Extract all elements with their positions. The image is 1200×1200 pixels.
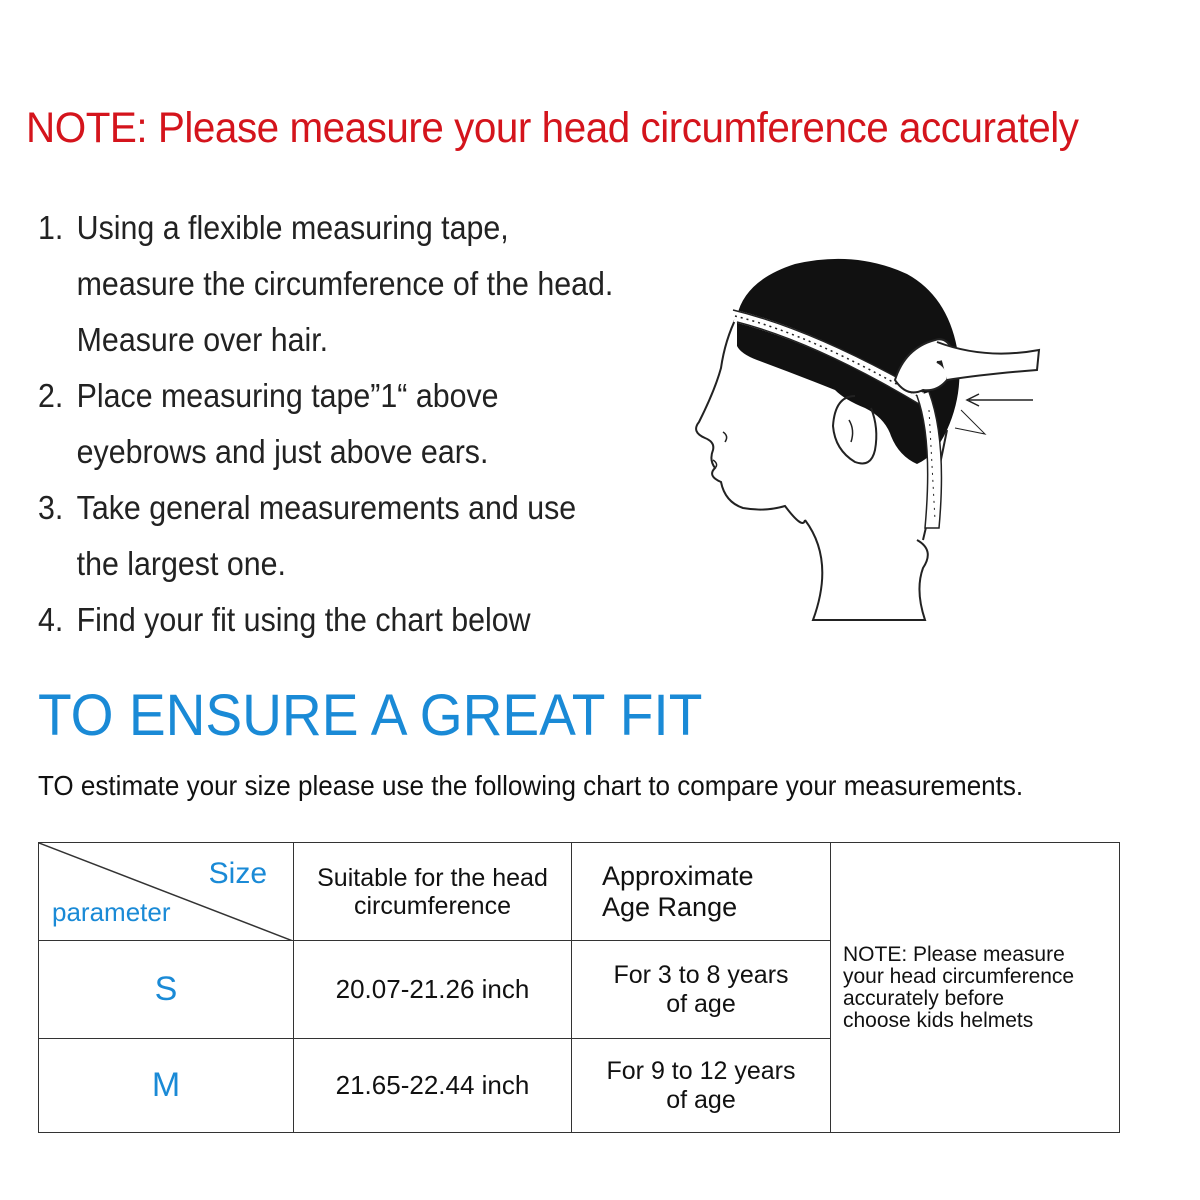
side-note-cell [831, 843, 1120, 1133]
step-4 [38, 592, 645, 648]
size-chart [38, 842, 1120, 1133]
age-range-header: Approximate Age Range [572, 843, 831, 941]
age-value: For 3 to 8 years of age [572, 941, 831, 1039]
parameter-header: parameter [52, 897, 171, 927]
step-number: 4. [38, 601, 64, 638]
size-table [38, 842, 1120, 1133]
measurement-steps [38, 200, 698, 648]
age-value: For 9 to 12 years of age [572, 1039, 831, 1133]
size-value: S [39, 941, 294, 1039]
step-text: Find your fit using the chart below [76, 601, 531, 638]
step-number: 3. [38, 489, 64, 526]
circumference-header: Suitable for the head circumference [294, 843, 572, 941]
step-2 [38, 368, 645, 480]
step-number: 2. [38, 377, 64, 414]
note-title: NOTE: Please measure your head circumference accurately [26, 104, 1079, 152]
step-text: Place measuring tape”1“ above eyebrows and just above ears. [76, 377, 499, 470]
step-text: Take general measurements and use the largest one. [76, 489, 577, 582]
step-1 [38, 200, 645, 368]
circumference-value: 20.07-21.26 inch [294, 941, 572, 1039]
step-3 [38, 480, 645, 592]
head-measuring-tape-icon [685, 250, 1055, 630]
step-text: Using a flexible measuring tape, measure the circumference of the head. Measure over hair. [76, 209, 614, 358]
circumference-value: 21.65-22.44 inch [294, 1039, 572, 1133]
table-header-row [39, 843, 1120, 941]
corner-header-cell [39, 843, 294, 941]
size-value: M [39, 1039, 294, 1133]
fit-subtitle: TO estimate your size please use the following chart to compare your measurements. [38, 770, 1024, 801]
step-number: 1. [38, 209, 64, 246]
fit-title: TO ENSURE A GREAT FIT [38, 683, 703, 748]
size-header: Size [208, 857, 267, 890]
side-note: NOTE: Please measure your head circumference accurately before choose kids helmets [843, 942, 1075, 1032]
head-measuring-tape-illustration [685, 250, 1055, 630]
